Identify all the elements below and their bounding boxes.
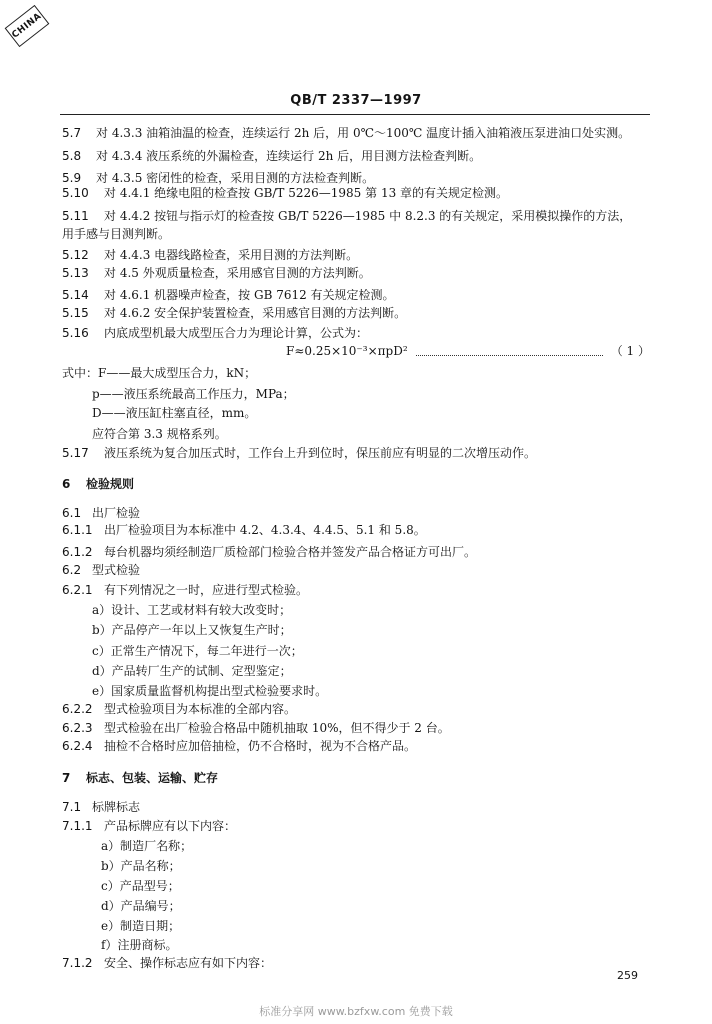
- clause-5-16: 5.16 内底成型机最大成型压合力为理论计算，公式为：: [62, 326, 369, 340]
- clause-5-8: 5.8 对 4.3.4 液压系统的外漏检查，连续运行 2h 后，用目测方法检查判断。: [62, 149, 482, 163]
- clause-6-1-1: 6.1.1 出厂检验项目为本标准中 4.2、4.3.4、4.4.5、5.1 和 5.8。: [62, 523, 426, 537]
- list-item: a）设计、工艺或材料有较大改变时；: [92, 603, 292, 617]
- where-note: 应符合第 3.3 规格系列。: [92, 427, 227, 441]
- clause-7-1: 7.1 标牌标志: [62, 800, 141, 814]
- clause-7-1-2: 7.1.2 安全、操作标志应有如下内容：: [62, 956, 273, 970]
- list-item: b）产品名称；: [101, 859, 181, 873]
- clause-5-15: 5.15 对 4.6.2 安全保护装置检查，采用感官目测的方法判断。: [62, 306, 407, 320]
- clause-5-12: 5.12 对 4.4.3 电器线路检查，采用目测的方法判断。: [62, 248, 359, 262]
- clause-6-2-3: 6.2.3 型式检验在出厂检验合格品中随机抽取 10%，但不得少于 2 台。: [62, 721, 450, 735]
- clause-5-14: 5.14 对 4.6.1 机器噪声检查，按 GB 7612 有关规定检测。: [62, 288, 395, 302]
- list-item: b）产品停产一年以上又恢复生产时；: [92, 623, 292, 637]
- china-stamp: CHINA: [5, 5, 50, 47]
- clause-5-9: 5.9 对 4.3.5 密闭性的检查，采用目测的方法检查判断。: [62, 171, 375, 185]
- list-item: f）注册商标。: [101, 938, 178, 952]
- where-intro: 式中：F——最大成型压合力，kN；: [62, 366, 257, 380]
- clause-5-11: 5.11 对 4.4.2 按钮与指示灯的检查按 GB/T 5226—1985 中 8.2.3 的有关规定，采用模拟操作的方法，: [62, 209, 632, 223]
- formula-tag: （ 1 ）: [610, 344, 650, 358]
- list-item: e）制造日期；: [101, 919, 181, 933]
- where-p: p——液压系统最高工作压力，MPa；: [92, 387, 295, 401]
- formula-expression: F≈0.25×10⁻³×πpD²: [286, 344, 408, 358]
- clause-7-1-1: 7.1.1 产品标牌应有以下内容：: [62, 819, 237, 833]
- clause-5-11-cont: 用手感与目测判断。: [62, 227, 171, 241]
- list-item: d）产品编号；: [101, 899, 181, 913]
- where-d: D——液压缸柱塞直径，mm。: [92, 406, 257, 420]
- clause-5-7: 5.7 对 4.3.3 油箱油温的检查，连续运行 2h 后，用 0℃～100℃ 温度计插入油箱液压泵进油口处实测。: [62, 126, 631, 140]
- standard-number: QB/T 2337—1997: [290, 93, 422, 108]
- list-item: a）制造厂名称；: [101, 839, 193, 853]
- clause-6-2: 6.2 型式检验: [62, 563, 141, 577]
- list-item: d）产品转厂生产的试制、定型鉴定；: [92, 664, 292, 678]
- page-number: 259: [617, 969, 638, 982]
- header-rule: [60, 114, 650, 115]
- clause-5-17: 5.17 液压系统为复合加压式时，工作台上升到位时，保压前应有明显的二次增压动作。: [62, 446, 537, 460]
- formula-leader-dots: [416, 347, 603, 356]
- list-item: c）产品型号；: [101, 879, 180, 893]
- section-6-heading: 6 检验规则: [62, 477, 135, 491]
- clause-6-2-1: 6.2.1 有下列情况之一时，应进行型式检验。: [62, 583, 309, 597]
- clause-5-13: 5.13 对 4.5 外观质量检查，采用感官目测的方法判断。: [62, 266, 371, 280]
- section-7-heading: 7 标志、包装、运输、贮存: [62, 771, 219, 785]
- list-item: c）正常生产情况下，每二年进行一次；: [92, 644, 303, 658]
- clause-6-1: 6.1 出厂检验: [62, 506, 141, 520]
- download-footer: 标准分享网 www.bzfxw.com 免费下载: [259, 1005, 453, 1018]
- clause-6-1-2: 6.1.2 每台机器均须经制造厂质检部门检验合格并签发产品合格证方可出厂。: [62, 545, 477, 559]
- clause-6-2-4: 6.2.4 抽检不合格时应加倍抽检，仍不合格时，视为不合格产品。: [62, 739, 417, 753]
- clause-6-2-2: 6.2.2 型式检验项目为本标准的全部内容。: [62, 702, 297, 716]
- list-item: e）国家质量监督机构提出型式检验要求时。: [92, 684, 328, 698]
- formula-1: [286, 343, 650, 359]
- clause-5-10: 5.10 对 4.4.1 绝缘电阻的检查按 GB/T 5226—1985 第 13 章的有关规定检测。: [62, 186, 509, 200]
